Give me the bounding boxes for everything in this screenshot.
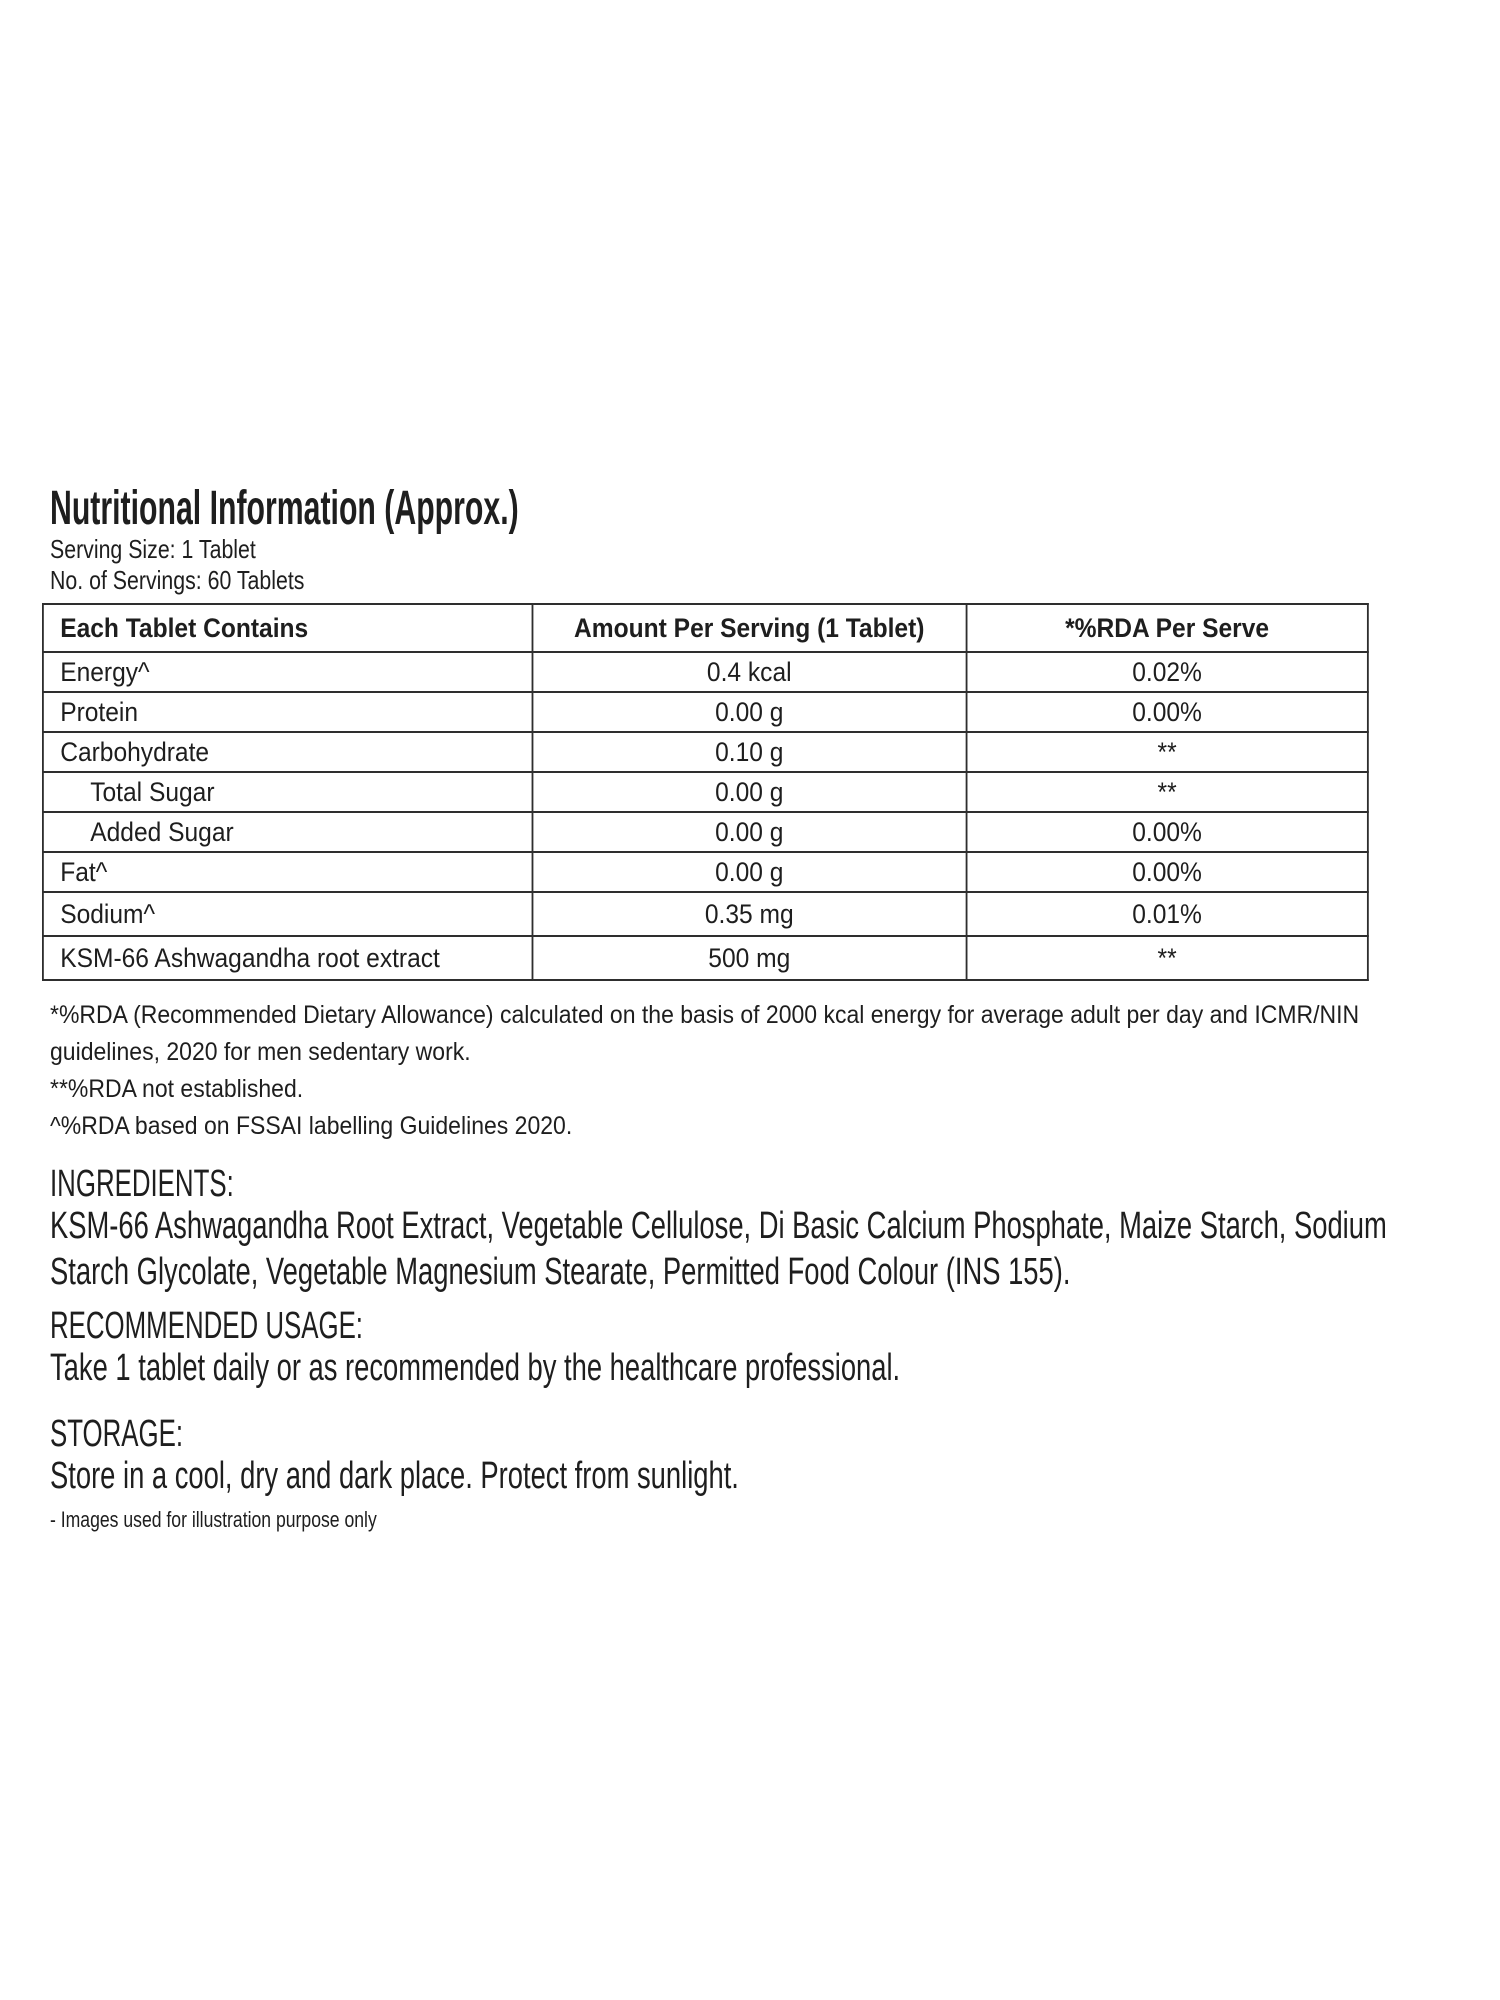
table-row-energy bbox=[43, 652, 1368, 692]
nutrient-rda: 0.00% bbox=[966, 692, 1368, 732]
nutrient-name: Total Sugar bbox=[43, 772, 532, 812]
rda-basis-note-line-1: *%RDA (Recommended Dietary Allowance) calculated on the basis of 2000 kcal energy for average adult per day and ICMR/NIN bbox=[50, 1001, 1360, 1029]
nutrient-name: Protein bbox=[43, 692, 532, 732]
nutrient-amount: 0.00 g bbox=[532, 852, 966, 892]
col-header-amount-per-serving: Amount Per Serving (1 Tablet) bbox=[532, 604, 966, 652]
nutrient-name: Sodium^ bbox=[43, 892, 532, 936]
nutrient-rda: ** bbox=[966, 936, 1368, 980]
nutrition-table bbox=[42, 603, 1369, 981]
nutrient-name: KSM-66 Ashwagandha root extract bbox=[43, 936, 532, 980]
nutrient-name: Added Sugar bbox=[43, 812, 532, 852]
nutrient-rda: 0.01% bbox=[966, 892, 1368, 936]
col-header-each-tablet-contains: Each Tablet Contains bbox=[43, 604, 532, 652]
serving-size-text: Serving Size: 1 Tablet bbox=[50, 534, 256, 564]
page-title: Nutritional Information (Approx.) bbox=[50, 482, 519, 535]
table-row-ksm66-extract bbox=[43, 936, 1368, 980]
nutrient-name: Fat^ bbox=[43, 852, 532, 892]
table-row-protein bbox=[43, 692, 1368, 732]
storage-body: Store in a cool, dry and dark place. Protect from sunlight. bbox=[50, 1455, 739, 1497]
ingredients-section bbox=[50, 1165, 1500, 1295]
rda-basis-note-line-2: guidelines, 2020 for men sedentary work. bbox=[50, 1038, 471, 1066]
nutrient-amount: 0.4 kcal bbox=[532, 652, 966, 692]
recommended-usage-heading: RECOMMENDED USAGE: bbox=[50, 1305, 363, 1347]
fssai-guidelines-note: ^%RDA based on FSSAI labelling Guidelines 2020. bbox=[50, 1112, 573, 1140]
recommended-usage-body: Take 1 tablet daily or as recommended by the healthcare professional. bbox=[50, 1347, 901, 1389]
storage-heading: STORAGE: bbox=[50, 1413, 184, 1455]
nutrient-amount: 500 mg bbox=[532, 936, 966, 980]
col-header-rda-per-serve: *%RDA Per Serve bbox=[966, 604, 1368, 652]
nutrient-amount: 0.35 mg bbox=[532, 892, 966, 936]
ingredients-body-line-1: KSM-66 Ashwagandha Root Extract, Vegetable Cellulose, Di Basic Calcium Phosphate, Maize Starch, Sodium bbox=[50, 1205, 1387, 1247]
rda-not-established-note: **%RDA not established. bbox=[50, 1075, 304, 1103]
image-disclaimer-note: - Images used for illustration purpose only bbox=[50, 1507, 377, 1532]
rda-footnotes bbox=[50, 997, 1500, 1145]
nutrient-amount: 0.00 g bbox=[532, 812, 966, 852]
storage-section bbox=[50, 1415, 1500, 1499]
recommended-usage-section bbox=[50, 1307, 1500, 1391]
servings-count-text: No. of Servings: 60 Tablets bbox=[50, 565, 305, 595]
nutrient-name: Energy^ bbox=[43, 652, 532, 692]
nutrient-amount: 0.10 g bbox=[532, 732, 966, 772]
ingredients-body-line-2: Starch Glycolate, Vegetable Magnesium Stearate, Permitted Food Colour (INS 155). bbox=[50, 1251, 1071, 1293]
nutrient-amount: 0.00 g bbox=[532, 772, 966, 812]
table-row-added-sugar bbox=[43, 812, 1368, 852]
nutrient-rda: 0.02% bbox=[966, 652, 1368, 692]
table-row-sodium bbox=[43, 892, 1368, 936]
nutrient-rda: ** bbox=[966, 732, 1368, 772]
table-row-total-sugar bbox=[43, 772, 1368, 812]
nutrient-rda: ** bbox=[966, 772, 1368, 812]
ingredients-heading: INGREDIENTS: bbox=[50, 1163, 234, 1205]
table-row-carbohydrate bbox=[43, 732, 1368, 772]
table-header-row bbox=[43, 604, 1368, 652]
nutrient-amount: 0.00 g bbox=[532, 692, 966, 732]
nutrient-rda: 0.00% bbox=[966, 812, 1368, 852]
table-row-fat bbox=[43, 852, 1368, 892]
nutrient-name: Carbohydrate bbox=[43, 732, 532, 772]
nutrient-rda: 0.00% bbox=[966, 852, 1368, 892]
